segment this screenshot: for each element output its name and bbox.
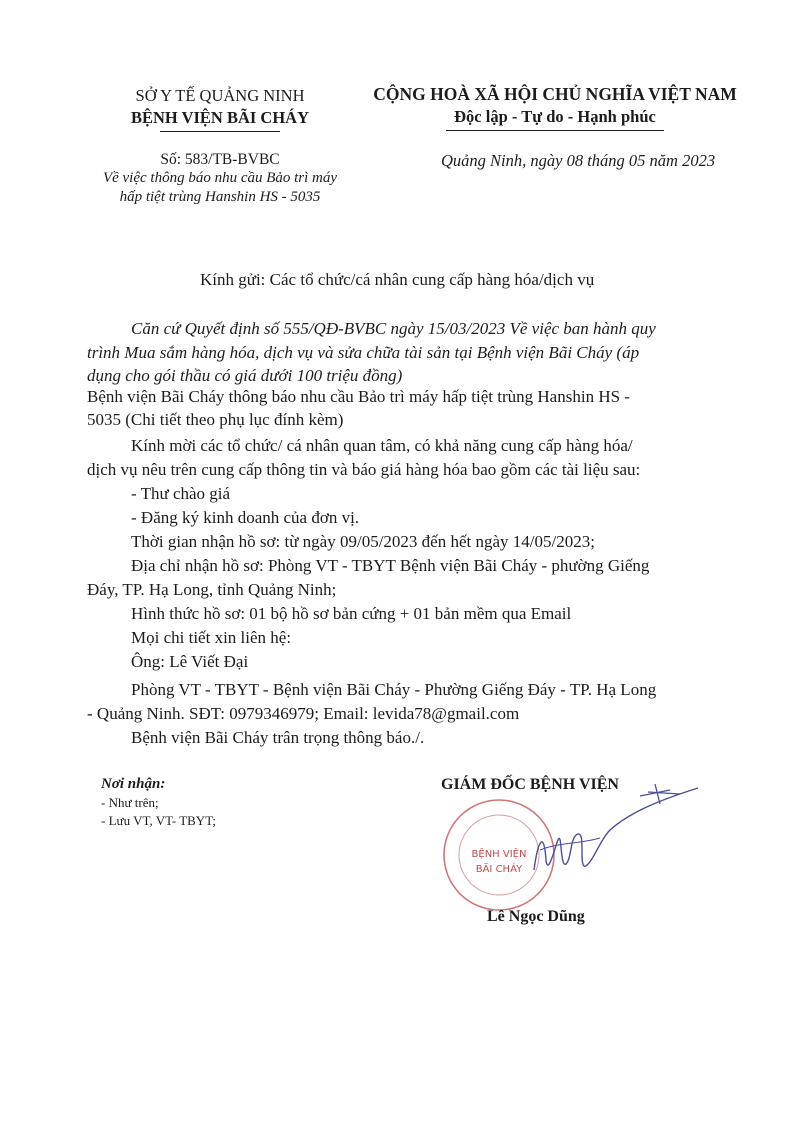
contact-line-2: - Quảng Ninh. SĐT: 0979346979; Email: levida78@gmail.com bbox=[87, 704, 520, 723]
contact-line-1: Phòng VT - TBYT - Bệnh viện Bãi Cháy - Phường Giếng Đáy - TP. Hạ Long bbox=[131, 680, 657, 699]
notice-line-1: Bệnh viện Bãi Cháy thông báo nhu cầu Bảo trì máy hấp tiệt trùng Hanshin HS - bbox=[87, 387, 630, 406]
subject-line-2: hấp tiệt trùng Hanshin HS - 5035 bbox=[119, 189, 321, 205]
signer-title: GIÁM ĐỐC BỆNH VIỆN bbox=[441, 776, 619, 793]
country-name: CỘNG HOÀ XÃ HỘI CHỦ NGHĨA VIỆT NAM bbox=[373, 84, 737, 104]
basis-line-1: Căn cứ Quyết định số 555/QĐ-BVBC ngày 15/03/2023 Về việc ban hành quy bbox=[131, 319, 656, 338]
motto-underline bbox=[446, 130, 664, 131]
address-line-1: Địa chỉ nhận hồ sơ: Phòng VT - TBYT Bệnh viện Bãi Cháy - phường Giếng bbox=[131, 556, 650, 575]
receipt-time: Thời gian nhận hồ sơ: từ ngày 09/05/2023 đến hết ngày 14/05/2023; bbox=[131, 532, 595, 551]
signature-graphic bbox=[520, 780, 710, 890]
list-item-business-registration: - Đăng ký kinh doanh của đơn vị. bbox=[131, 508, 360, 527]
organization-name: BỆNH VIỆN BÃI CHÁY bbox=[130, 108, 310, 127]
list-item-quote-letter: - Thư chào giá bbox=[131, 484, 231, 503]
notice-line-2: 5035 (Chi tiết theo phụ lục đính kèm) bbox=[87, 410, 344, 429]
recipient-line: Kính gửi: Các tổ chức/cá nhân cung cấp hàng hóa/dịch vụ bbox=[200, 270, 595, 289]
org-underline bbox=[160, 131, 280, 132]
national-motto: Độc lập - Tự do - Hạnh phúc bbox=[454, 107, 656, 126]
stamp-text-2: BÃI CHÁY bbox=[475, 864, 523, 875]
submission-form: Hình thức hồ sơ: 01 bộ hồ sơ bản cứng + 01 bản mềm qua Email bbox=[131, 604, 572, 623]
subject-line-1: Về việc thông báo nhu cầu Bảo trì máy bbox=[102, 170, 338, 186]
contact-name: Ông: Lê Viết Đại bbox=[131, 652, 249, 671]
document-number: Số: 583/TB-BVBC bbox=[160, 151, 280, 168]
contact-intro: Mọi chi tiết xin liên hệ: bbox=[131, 628, 292, 647]
basis-line-3: dụng cho gói thầu có giá dưới 100 triệu đồng) bbox=[87, 366, 403, 385]
invite-line-1: Kính mời các tổ chức/ cá nhân quan tâm, có khả năng cung cấp hàng hóa/ bbox=[131, 436, 633, 455]
address-line-2: Đáy, TP. Hạ Long, tỉnh Quảng Ninh; bbox=[87, 580, 337, 599]
closing-line: Bệnh viện Bãi Cháy trân trọng thông báo./. bbox=[131, 728, 425, 747]
recipients-title: Nơi nhận: bbox=[101, 776, 166, 792]
stamp-text-1: BỆNH VIỆN bbox=[471, 849, 527, 860]
parent-organization: SỞ Y TẾ QUẢNG NINH bbox=[135, 86, 305, 105]
invite-line-2: dịch vụ nêu trên cung cấp thông tin và báo giá hàng hóa bao gồm các tài liệu sau: bbox=[87, 460, 641, 479]
basis-line-2: trình Mua sắm hàng hóa, dịch vụ và sửa chữa tài sản tại Bệnh viện Bãi Cháy (áp bbox=[87, 343, 640, 362]
recipients-item-2: - Lưu VT, VT- TBYT; bbox=[101, 813, 217, 828]
signer-name: Lê Ngọc Dũng bbox=[487, 908, 585, 925]
place-date: Quảng Ninh, ngày 08 tháng 05 năm 2023 bbox=[441, 151, 716, 170]
recipients-item-1: - Như trên; bbox=[101, 795, 159, 810]
